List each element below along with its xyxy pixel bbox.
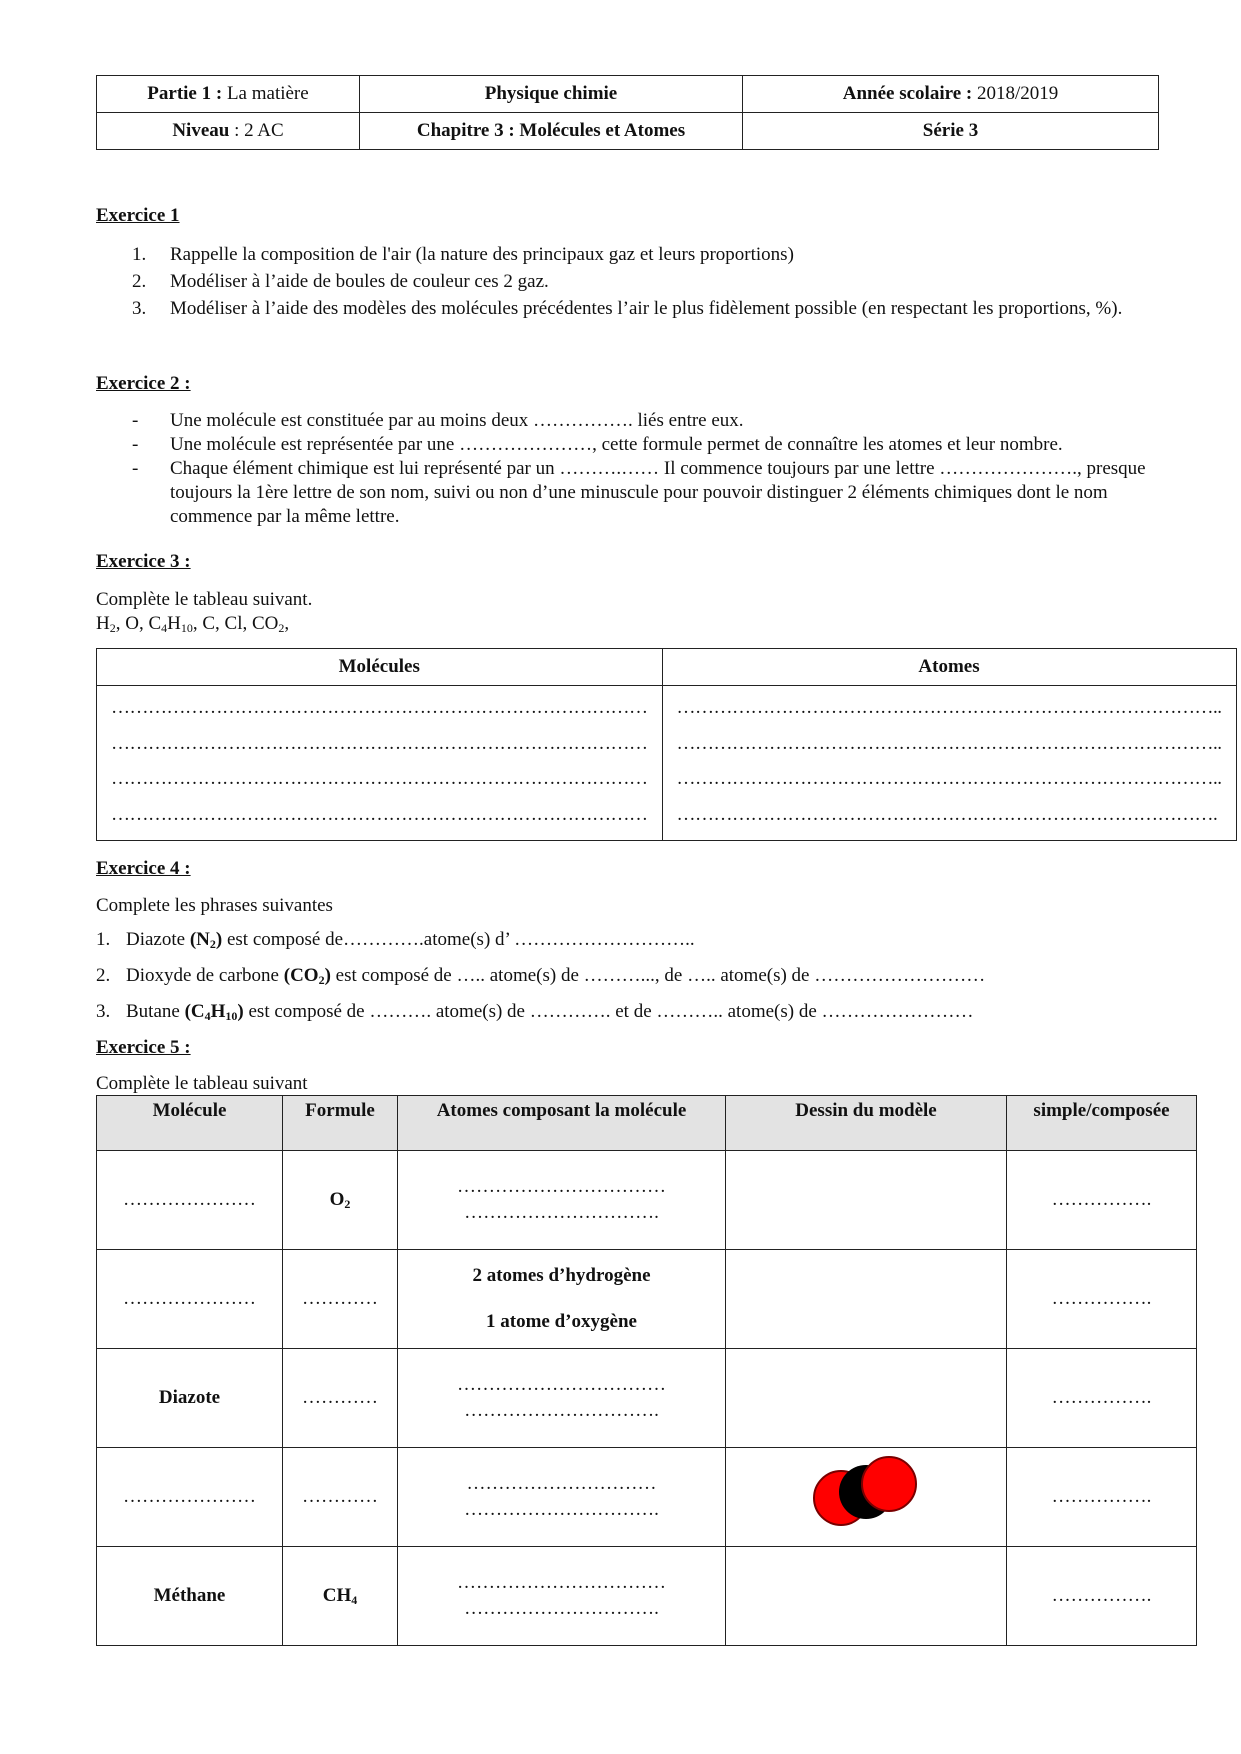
molecule-cell: Diazote xyxy=(97,1349,283,1448)
ex1-item: 3. Modéliser à l’aide des modèles des molécules précédentes l’air le plus fidèlement possible (en respectant les proportions, %). xyxy=(132,298,1123,319)
ex5-header-formule: Formule xyxy=(283,1096,398,1151)
annee-cell: Année scolaire : 2018/2019 xyxy=(743,76,1159,113)
atoms-cell: 2 atomes d’hydrogène 1 atome d’oxygène xyxy=(398,1250,726,1349)
formula-cell[interactable]: ………… xyxy=(283,1250,398,1349)
atoms-cell[interactable]: …………………………… …………………………. xyxy=(398,1547,726,1646)
fill-line: …………………………………………………………………………… xyxy=(111,697,648,718)
ex2-item: - Une molécule est représentée par une …………………, cette formule permet de connaître les atomes et leur nombre. xyxy=(132,434,1063,455)
type-cell[interactable]: ……………. xyxy=(1007,1547,1197,1646)
formula-cell[interactable]: ………… xyxy=(283,1349,398,1448)
type-cell[interactable]: ……………. xyxy=(1007,1349,1197,1448)
drawing-cell[interactable] xyxy=(726,1151,1007,1250)
table-row xyxy=(97,1250,1197,1349)
molecule-cell[interactable]: ………………… xyxy=(97,1448,283,1547)
partie-cell: Partie 1 : La matière xyxy=(97,76,360,113)
molecule-cell[interactable]: ………………… xyxy=(97,1250,283,1349)
table-row xyxy=(97,1547,1197,1646)
formula-cell[interactable]: ………… xyxy=(283,1448,398,1547)
subject-cell: Physique chimie xyxy=(360,76,743,113)
drawing-cell[interactable] xyxy=(726,1547,1007,1646)
ex1-item: 1. Rappelle la composition de l'air (la nature des principaux gaz et leurs proportions) xyxy=(132,244,794,265)
drawing-cell xyxy=(726,1448,1007,1547)
ex3-header-molecules: Molécules xyxy=(97,649,663,686)
type-cell[interactable]: ……………. xyxy=(1007,1250,1197,1349)
ex5-title: Exercice 5 : xyxy=(96,1037,191,1058)
ex3-title: Exercice 3 : xyxy=(96,551,191,572)
fill-line: …………………………………………………………………………….. xyxy=(676,697,1222,718)
fill-line: …………………………………………………………………………… xyxy=(111,768,648,789)
ex4-line: 2. Dioxyde de carbone $(CO_2)$ est composé de ….. atome(s) de ………..., de ….. atome(s) de ……………………… xyxy=(96,965,986,987)
niveau-cell: Niveau : 2 AC xyxy=(97,113,360,150)
ex1-list xyxy=(96,241,1166,322)
ex1-item: 2. Modéliser à l’aide de boules de couleur ces 2 gaz. xyxy=(132,271,549,292)
ex4-instruction: Complete les phrases suivantes xyxy=(96,895,333,916)
ex2-title: Exercice 2 : xyxy=(96,373,191,394)
ex3-atomes-cell[interactable] xyxy=(662,686,1236,841)
ex5-table xyxy=(96,1095,1197,1646)
table-row xyxy=(97,1349,1197,1448)
formula-cell: $CH_4$ xyxy=(283,1547,398,1646)
atoms-cell[interactable]: ………………………… …………………………. xyxy=(398,1448,726,1547)
atoms-cell[interactable]: …………………………… …………………………. xyxy=(398,1349,726,1448)
drawing-cell[interactable] xyxy=(726,1250,1007,1349)
oxygen-atom-right xyxy=(862,1457,916,1511)
ex3-molecules-cell[interactable] xyxy=(97,686,663,841)
co2-model-drawing xyxy=(811,1454,921,1534)
ex5-instruction: Complète le tableau suivant xyxy=(96,1073,308,1094)
ex5-header-dessin: Dessin du modèle xyxy=(726,1096,1007,1151)
chapitre-cell: Chapitre 3 : Molécules et Atomes xyxy=(360,113,743,150)
type-cell[interactable]: ……………. xyxy=(1007,1151,1197,1250)
fill-line: …………………………………………………………………………….. xyxy=(676,732,1222,754)
molecule-cell: Méthane xyxy=(97,1547,283,1646)
table-row xyxy=(97,1151,1197,1250)
fill-line: ……………………………………………………………………………. xyxy=(676,803,1218,825)
atoms-cell[interactable]: …………………………… …………………………. xyxy=(398,1151,726,1250)
ex2-item: - Chaque élément chimique est lui représenté par un ……….…… Il commence toujours par une lettre …………………., presque toujours la 1ère lettre de son nom, suivi ou non d’une minuscule pour pouvoir distinguer 2 éléments chimiques dont le nom commence par la même lettre. xyxy=(132,458,1146,527)
serie-cell: Série 3 xyxy=(743,113,1159,150)
ex5-header-atomes: Atomes composant la molécule xyxy=(398,1096,726,1151)
ex3-header-atomes: Atomes xyxy=(662,649,1236,686)
ex3-table xyxy=(96,648,1237,841)
ex2-item: - Une molécule est constituée par au moins deux ……………. liés entre eux. xyxy=(132,410,744,431)
formula-cell[interactable]: $O_2$ xyxy=(283,1151,398,1250)
molecule-cell[interactable]: ………………… xyxy=(97,1151,283,1250)
ex3-instruction: Complète le tableau suivant. xyxy=(96,589,313,610)
fill-line: …………………………………………………………………………….. xyxy=(676,768,1222,789)
ex4-line: 1. Diazote $(N_2)$ est composé de………….atome(s) d’ ……………………….. xyxy=(96,929,695,951)
fill-line: …………………………………………………………………………… xyxy=(111,732,648,754)
ex3-formula-list: $H_2$, O, $C_4H_{10}$, C, Cl, $CO_2$, xyxy=(96,613,290,635)
drawing-cell[interactable] xyxy=(726,1349,1007,1448)
ex2-list xyxy=(96,409,1166,529)
header-table xyxy=(96,75,1159,150)
fill-line: …………………………………………………………………………… xyxy=(111,803,648,825)
ex4-line: 3. Butane $(C_4H_{10})$ est composé de ………. atome(s) de …………. et de ……….. atome(s) de …………………… xyxy=(96,1001,974,1023)
type-cell[interactable]: ……………. xyxy=(1007,1448,1197,1547)
ex5-header-type: simple/composée xyxy=(1007,1096,1197,1151)
ex1-title: Exercice 1 xyxy=(96,205,180,226)
table-row xyxy=(97,1448,1197,1547)
ex5-header-molecule: Molécule xyxy=(97,1096,283,1151)
ex4-title: Exercice 4 : xyxy=(96,858,191,879)
